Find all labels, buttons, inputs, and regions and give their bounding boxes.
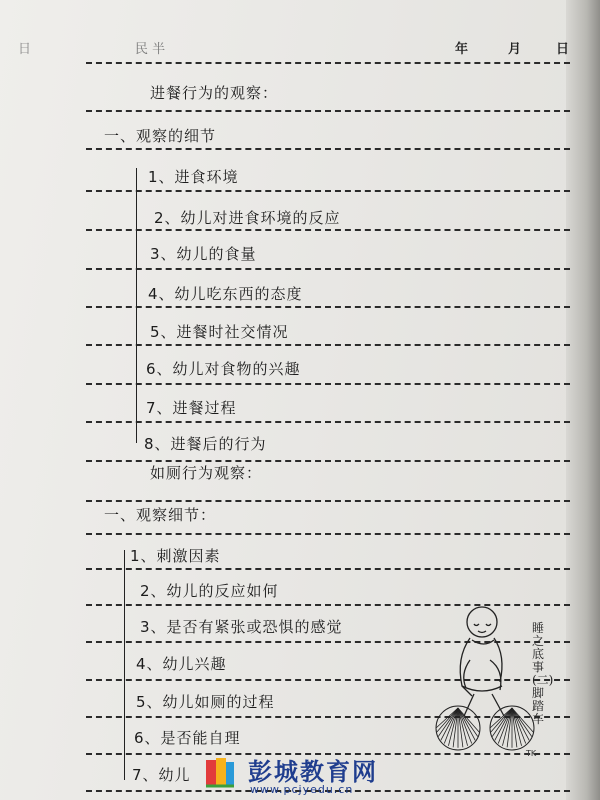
illustration-caption: 睡之底事 (二)脚踏车	[532, 621, 554, 726]
ruled-line	[86, 148, 570, 150]
ruled-line	[86, 229, 570, 231]
section1-item: 3、幼儿的食量	[150, 245, 257, 263]
ruled-line	[86, 190, 570, 192]
section2-item: 3、是否有紧张或恐惧的感觉	[140, 618, 343, 636]
watermark-site-name: 彭城教育网	[248, 758, 378, 786]
section2-item: 1、刺激因素	[130, 547, 221, 565]
header-month-label: 月	[508, 42, 522, 57]
ruled-line	[86, 268, 570, 270]
header-left-text: 民 半	[135, 42, 166, 57]
ruled-line	[86, 568, 570, 570]
section1-item: 7、进餐过程	[146, 399, 237, 417]
ruled-line	[86, 306, 570, 308]
section2-item: 4、幼儿兴趣	[136, 655, 227, 673]
ruled-line	[86, 344, 570, 346]
section1-item: 5、进餐时社交情况	[150, 323, 289, 341]
illustration-signature: TK	[526, 749, 537, 758]
section1-brace	[136, 168, 137, 443]
section1-heading: 一、观察的细节	[104, 127, 217, 145]
ruled-line	[86, 110, 570, 112]
section1-item: 6、幼儿对食物的兴趣	[146, 360, 301, 378]
header-mark: 日	[18, 42, 32, 57]
section1-item: 8、进餐后的行为	[144, 435, 267, 453]
notebook-spine	[566, 0, 600, 800]
ruled-line	[86, 62, 570, 64]
section1-item: 1、进食环境	[148, 168, 239, 186]
section1-item: 4、幼儿吃东西的态度	[148, 285, 303, 303]
ruled-line	[86, 383, 570, 385]
section2-title: 如厕行为观察：	[150, 464, 263, 482]
section2-item: 6、是否能自理	[134, 729, 241, 747]
section2-brace	[124, 550, 125, 780]
section2-item: 2、幼儿的反应如何	[140, 582, 279, 600]
ruled-line	[86, 500, 570, 502]
book-logo-icon	[202, 754, 238, 790]
header-day-label: 日	[556, 42, 570, 57]
section2-heading: 一、观察细节：	[104, 506, 217, 524]
section2-item: 7、幼儿	[132, 766, 191, 784]
wheel-spoke	[436, 708, 458, 728]
section2-item: 5、幼儿如厕的过程	[136, 693, 275, 711]
section1-item: 2、幼儿对进食环境的反应	[154, 209, 341, 227]
watermark-url: www.pcjyedu.cn	[250, 783, 354, 796]
section1-title: 进餐行为的观察：	[150, 84, 279, 102]
ruled-line	[86, 533, 570, 535]
ruled-line	[86, 421, 570, 423]
header-year-label: 年	[455, 42, 469, 57]
